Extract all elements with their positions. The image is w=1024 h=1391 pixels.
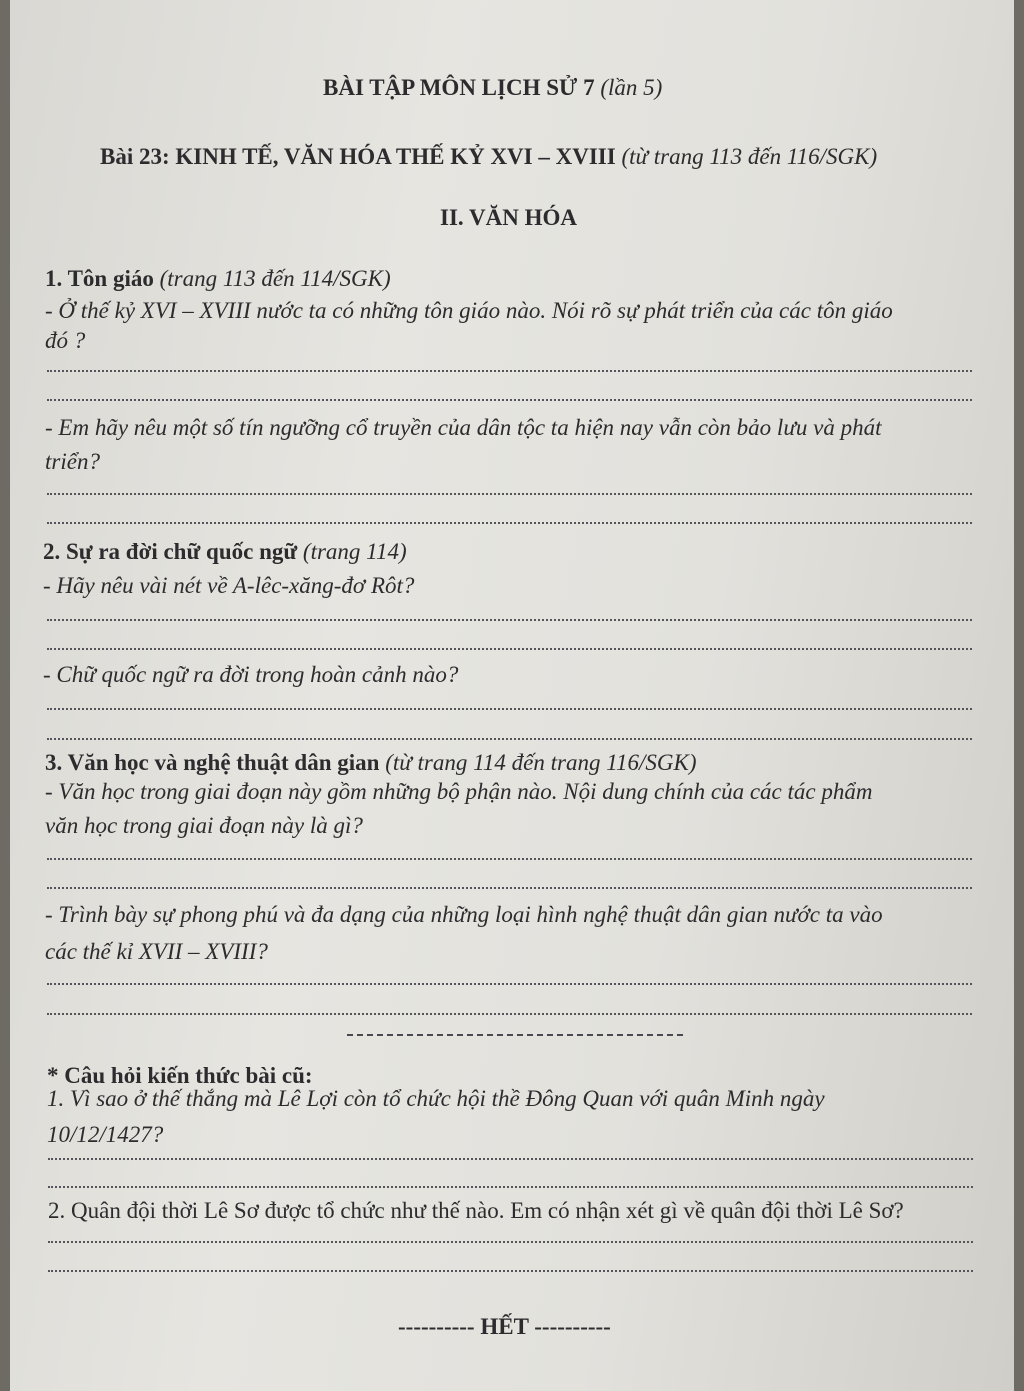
answer-line[interactable] [47,399,972,401]
section-heading [45,749,697,777]
section-title: II. VĂN HÓA [440,205,577,230]
answer-line[interactable] [48,1241,973,1243]
answer-line[interactable] [47,738,972,740]
worksheet-page [10,0,1014,1391]
section-heading [45,265,391,293]
question-line: văn học trong giai đoạn này là gì? [45,813,363,838]
heading-text: 1. Tôn giáo [45,266,154,291]
heading-text: 3. Văn học và nghệ thuật dân gian [45,750,380,775]
question-line: - Em hãy nêu một số tín ngưỡng cổ truyền của dân tộc ta hiện nay vẫn còn bảo lưu và phát [45,415,882,440]
question-line: - Chữ quốc ngữ ra đời trong hoàn cảnh nào? [43,662,459,687]
heading-ref: (trang 114) [302,539,407,564]
section-heading [43,538,407,566]
question-line: đó ? [45,328,86,353]
lesson-title [100,143,877,171]
title-note: (lần 5) [600,75,663,100]
lesson-main: Bài 23: KINH TẾ, VĂN HÓA THẾ KỶ XVI – XVIII [100,144,616,169]
heading-ref: (trang 113 đến 114/SGK) [159,266,391,291]
question-line: - Hãy nêu vài nét về A-lêc-xăng-đơ Rôt? [43,573,415,598]
answer-line[interactable] [47,887,972,889]
answer-line[interactable] [48,1270,973,1272]
answer-line[interactable] [48,1186,973,1188]
end-dashes-left: ---------- [398,1314,475,1339]
end-marker [398,1313,611,1341]
section-divider [347,1034,683,1036]
worksheet-title [323,74,662,102]
answer-line[interactable] [47,522,972,524]
answer-line[interactable] [47,983,972,985]
answer-line[interactable] [47,493,972,495]
answer-line[interactable] [47,648,972,650]
answer-line[interactable] [47,708,972,710]
end-dashes-right: ---------- [534,1314,611,1339]
end-word: HẾT [480,1314,529,1339]
question-line: - Trình bày sự phong phú và đa dạng của những loại hình nghệ thuật dân gian nước ta vào [45,902,883,927]
question-line: 10/12/1427? [47,1122,164,1147]
question-line: các thế kỉ XVII – XVIII? [45,939,268,964]
lesson-note: (từ trang 113 đến 116/SGK) [621,144,878,169]
answer-line[interactable] [47,858,972,860]
answer-line[interactable] [47,1013,972,1015]
question-line: - Văn học trong giai đoạn này gồm những bộ phận nào. Nội dung chính của các tác phẩm [45,779,873,804]
answer-line[interactable] [47,619,972,621]
heading-ref: (từ trang 114 đến trang 116/SGK) [385,750,697,775]
question-line: 2. Quân đội thời Lê Sơ được tổ chức như thế nào. Em có nhận xét gì về quân đội thời Lê Sơ? [48,1198,904,1223]
question-line: - Ở thế kỷ XVI – XVIII nước ta có những tôn giáo nào. Nói rõ sự phát triển của các tôn giáo [45,298,893,323]
review-heading: * Câu hỏi kiến thức bài cũ: [47,1063,313,1088]
heading-text: 2. Sự ra đời chữ quốc ngữ [43,539,298,564]
question-line: triển? [45,449,100,474]
title-main: BÀI TẬP MÔN LỊCH SỬ 7 [323,75,595,100]
question-line: 1. Vì sao ở thế thắng mà Lê Lợi còn tổ chức hội thề Đông Quan với quân Minh ngày [47,1086,825,1111]
answer-line[interactable] [48,1158,973,1160]
answer-line[interactable] [47,370,972,372]
